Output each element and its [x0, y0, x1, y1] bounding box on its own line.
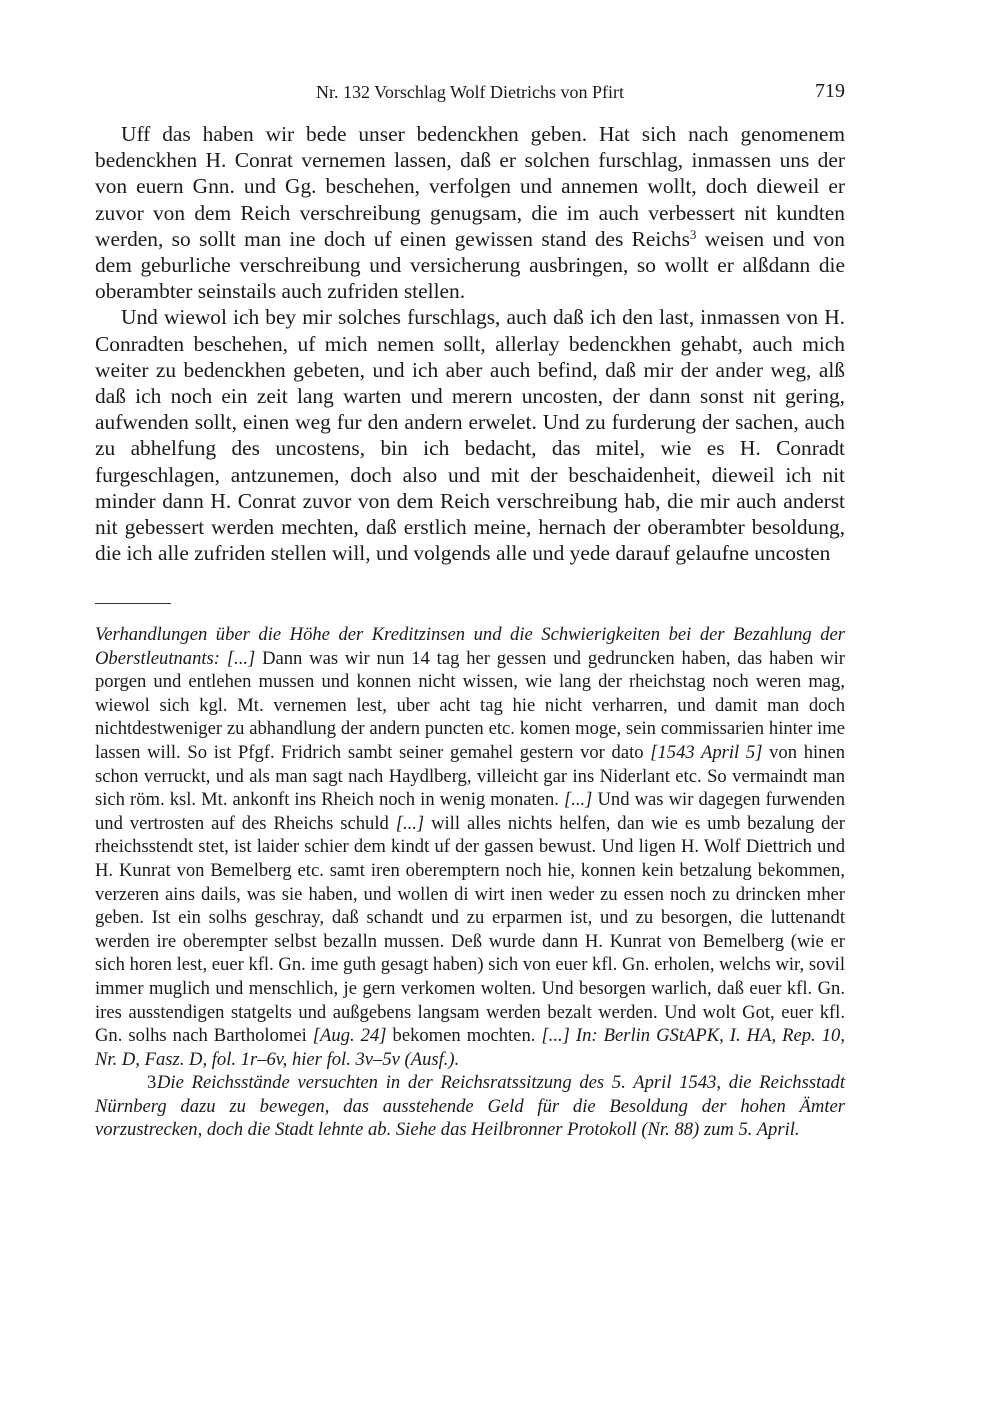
footnotes-section	[95, 623, 845, 1142]
footnote-quote-2: von hinen schon verruckt, und als man sagt nach Haydlberg, villeicht gar ins Niderlant etc. So vermaindt man sich röm. ksl. Mt. ankonft ins Rheich noch in wenig monaten.	[95, 741, 845, 811]
footnote-source-citation: [...] In: Berlin GStAPK, I. HA, Rep. 10, Nr. D, Fasz. D, fol. 1r–6v, hier fol. 3v–5v (Ausf.).	[95, 1025, 845, 1070]
footnote-omission-1: [...]	[558, 789, 593, 811]
footnote-3-number: 3	[147, 1072, 157, 1094]
footnote-quote-1: Dann was wir nun 14 tag her gessen und gedruncken haben, das haben wir porgen und entlehen mussen und konnen nicht wissen, wie lang der rheichstag noch weren mag, wiewol sich kgl. Mt. vernemen lest, uber acht tag hie nicht verharren, und damit man doch nichtdestweniger zu abhandlung der andern puncten etc. komen moge, sein commissarien hinter ime lassen will. So ist Pfgf. Fridrich sambt seiner gemahel gestern vor dato	[95, 647, 846, 763]
document-page	[95, 0, 845, 1418]
page-number: 719	[815, 80, 845, 102]
paragraph-1-text-a: Uff das haben wir bede unser bedenckhen geben. Hat sich nach genomenem bedenckhen H. Conrat vernemen lassen, daß er solchen furschlag, inmassen uns der von euern Gnn. und Gg. beschehen, verfolgen und annemen wollt, doch dieweil er zuvor von dem Reich verschreibung genugsam, die im auch verbessert nit kundten werden, so sollt man ine doch uf einen gewissen stand des Reichs	[95, 122, 845, 251]
paragraph-1	[95, 121, 845, 304]
footnote-date-1: [1543 April 5]	[650, 741, 763, 763]
footnote-3	[95, 1071, 845, 1142]
footnote-quote-3: Und was wir dagegen furwenden und vertrosten auf des Rheichs schuld	[95, 789, 845, 834]
footnote-quote-4: will alles nichts helfen, dan wie es umb bezalung der rheichsstendt stet, ist laider schier dem kindt uf der gassen bewust. Und ligen H. Wolf Diettrich und H. Kunrat von Bemelberg etc. samt iren oberemptern noch hie, konnen kein betzalung bekommen, verzeren ains dails, was sie haben, und wollen di wirt inen weder zu essen noch zu drincken mher geben. Ist ein solhs geschray, daß schandt und zu erparmen ist, und zu besorgen, die luttenandt werden ire oberempter selbst bezalln mussen. Deß wurde dann H. Kunrat von Bemelberg (wie er sich horen lest, euer kfl. Gn. ime guth gesagt haben) sich von euer kfl. Gn. erholen, welchs wir, sovil immer muglich und menschlich, je gern verkomen wolten. Und besorgen warlich, daß euer kfl. Gn. ires ausstendigen statgelts und außgebens langsam werden bezalt werden. Und wolt Got, euer kfl. Gn. solhs nach Bartholomei	[95, 812, 845, 1047]
footnote-reference-3: 3	[689, 226, 697, 242]
footnote-continuation	[95, 623, 845, 1071]
page-header	[95, 80, 845, 108]
running-title: Nr. 132 Vorschlag Wolf Dietrichs von Pfirt	[315, 82, 625, 102]
main-text	[95, 121, 845, 566]
footnote-date-2: [Aug. 24]	[312, 1025, 387, 1047]
paragraph-2: Und wiewol ich bey mir solches furschlags, auch daß ich den last, inmassen von H. Conradten beschehen, uf mich nemen sollt, allerlay bedenckhen gehabt, auch mich weiter zu bedenckhen gebeten, und ich aber auch befind, daß mir der ander weg, alß daß ich noch ein zeit lang warten und merern uncosten, der dann sonst nit gering, aufwenden sollt, einen weg fur den andern erwelet. Und zu furderung der sachen, auch zu abhelfung des uncostens, bin ich bedacht, das mitel, wie es H. Conradt furgeschlagen, antzunemen, doch also und mit der beschaidenheit, dieweil ich nit minder dann H. Conrat zuvor von dem Reich verschreibung hab, die mir auch anderst nit gebessert werden mechten, daß erstlich meine, hernach der oberambter besoldung, die ich alle zufriden stellen will, und volgends alle und yede darauf gelaufne uncosten	[95, 305, 845, 566]
footnote-3-text: Die Reichsstände versuchten in der Reichsratssitzung des 5. April 1543, die Reichsstadt Nürnberg dazu zu bewegen, das ausstehende Geld für die Besoldung der hohen Ämter vorzustrecken, doch die Stadt lehnte ab. Siehe das Heilbronner Protokoll (Nr. 88) zum 5. April.	[95, 1072, 845, 1141]
footnote-separator	[95, 603, 171, 604]
footnote-editorial-intro: Verhandlungen über die Höhe der Kreditzinsen und die Schwierigkeiten bei der Bezahlung der Oberstleutnants: [...]	[95, 624, 845, 669]
paragraph-1-text-b: weisen und von dem geburliche verschreibung und versicherung ausbringen, so wollt er alßdann die oberambter seinstails auch zufriden stellen.	[95, 226, 845, 304]
footnote-omission-2: [...]	[395, 812, 425, 834]
footnote-quote-5: bekomen mochten.	[386, 1025, 542, 1047]
